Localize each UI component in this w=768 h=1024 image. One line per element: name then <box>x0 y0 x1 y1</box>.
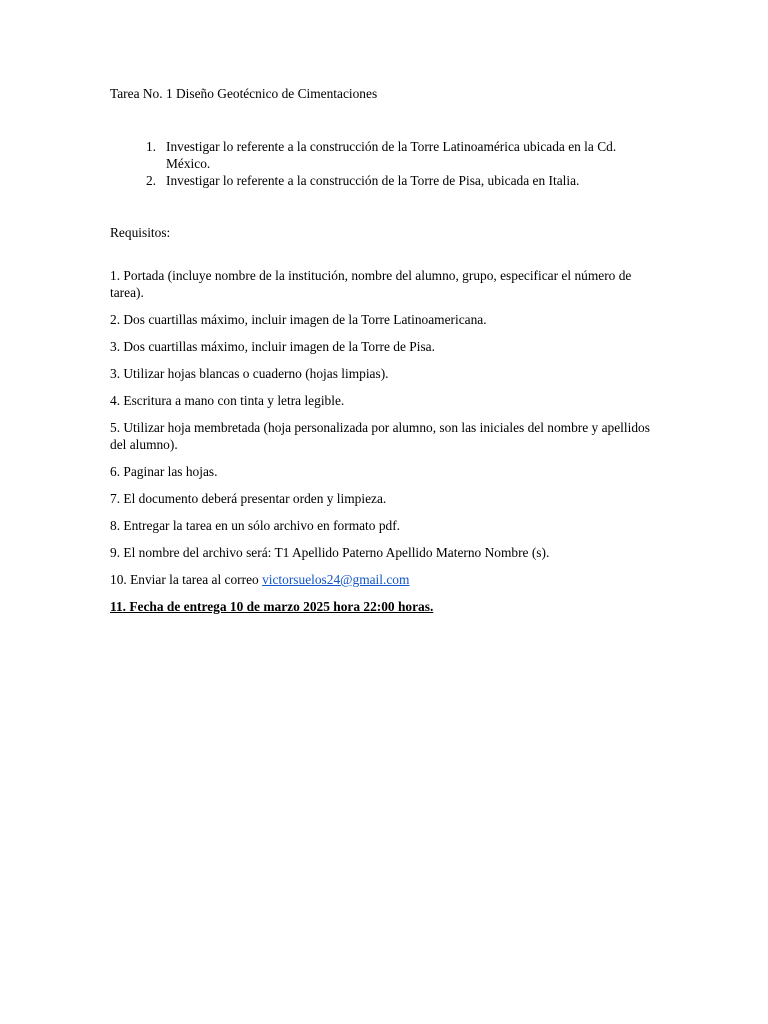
task-list <box>110 138 650 189</box>
requirement-item: 9. El nombre del archivo será: T1 Apellido Paterno Apellido Materno Nombre (s). <box>110 545 550 560</box>
deadline-item: 11. Fecha de entrega 10 de marzo 2025 hora 22:00 horas. <box>110 599 434 614</box>
task-number-text: 1. <box>145 139 156 154</box>
requirement-item: 5. Utilizar hoja membretada (hoja personalizada por alumno, son las iniciales del nombre y apellidos del alumno). <box>110 420 650 452</box>
task-number <box>110 138 156 155</box>
task-item <box>110 172 650 189</box>
task-item <box>110 138 650 172</box>
requirement-item: 1. Portada (incluye nombre de la institución, nombre del alumno, grupo, especificar el número de tarea). <box>110 268 632 300</box>
requirement-item: 3. Dos cuartillas máximo, incluir imagen de la Torre de Pisa. <box>110 339 435 354</box>
email-prefix: 10. Enviar la tarea al correo <box>110 572 263 587</box>
task-number-text: 2. <box>145 173 156 188</box>
document-title: Tarea No. 1 Diseño Geotécnico de Cimentaciones <box>110 86 378 101</box>
task-text: Investigar lo referente a la construcción de la Torre Latinoamérica ubicada en la Cd. México. <box>166 139 617 171</box>
requirements-heading: Requisitos: <box>110 225 171 240</box>
requirement-item: 4. Escritura a mano con tinta y letra legible. <box>110 393 345 408</box>
task-number <box>110 172 156 189</box>
requirement-item: 7. El documento deberá presentar orden y limpieza. <box>110 491 387 506</box>
requirements-list <box>110 267 655 625</box>
email-link[interactable]: victorsuelos24@gmail.com <box>262 572 410 587</box>
requirement-item-email <box>110 571 655 588</box>
requirement-item: 2. Dos cuartillas máximo, incluir imagen de la Torre Latinoamericana. <box>110 312 487 327</box>
requirement-item: 3. Utilizar hojas blancas o cuaderno (hojas limpias). <box>110 366 389 381</box>
task-text: Investigar lo referente a la construcción de la Torre de Pisa, ubicada en Italia. <box>166 173 580 188</box>
requirement-item: 6. Paginar las hojas. <box>110 464 218 479</box>
requirement-item: 8. Entregar la tarea en un sólo archivo en formato pdf. <box>110 518 401 533</box>
